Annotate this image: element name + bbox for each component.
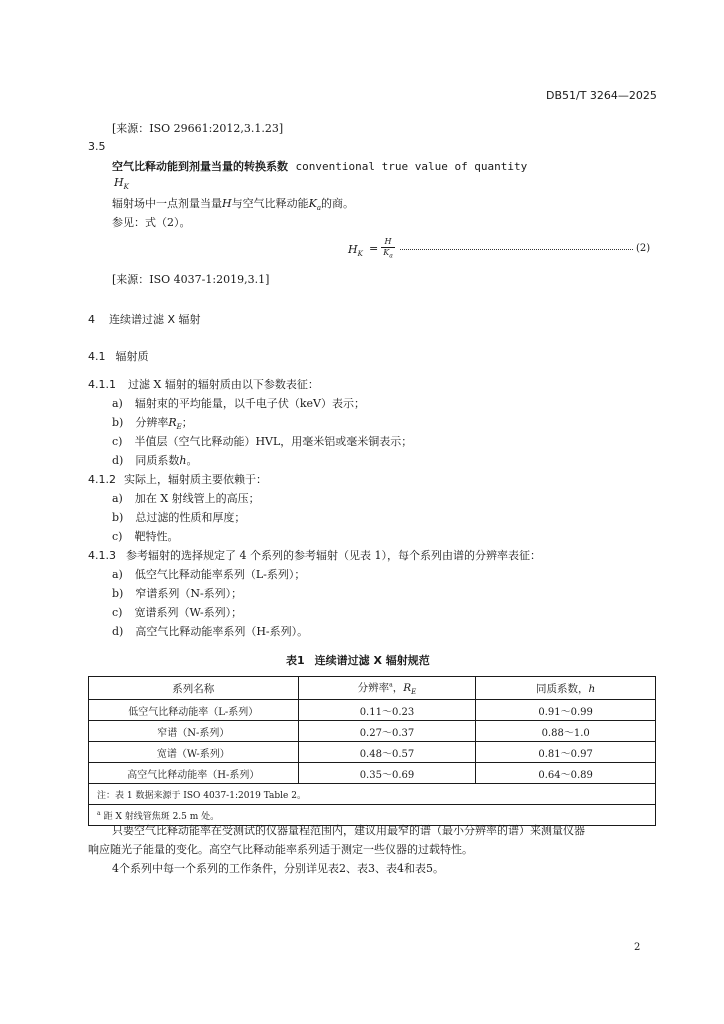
math-symbol-sub: E bbox=[176, 423, 182, 432]
list-item bbox=[112, 452, 197, 468]
section-heading bbox=[88, 311, 201, 327]
list-marker: a) bbox=[112, 568, 123, 581]
table-header-cell bbox=[298, 677, 476, 700]
list-text: 总过滤的性质和厚度； bbox=[135, 511, 246, 524]
formula-fraction bbox=[380, 237, 396, 262]
header-label: 同质系数， bbox=[536, 682, 589, 695]
table-caption-title: 连续谱过滤 X 辐射规范 bbox=[314, 654, 430, 667]
list-marker: d) bbox=[112, 625, 124, 638]
list-text: 辐射束的平均能量，以千电子伏（keV）表示； bbox=[134, 397, 365, 410]
definition-symbol: K bbox=[308, 197, 317, 210]
list-text: 半值层（空气比释动能）HVL，用毫米铝或毫米铜表示； bbox=[134, 435, 413, 448]
source-citation: [来源：ISO 4037-1:2019,3.1] bbox=[112, 273, 270, 286]
table-cell: 0.48～0.57 bbox=[298, 742, 476, 763]
term-symbol bbox=[114, 176, 129, 191]
term-title-en: conventional true value of quantity bbox=[295, 160, 528, 173]
list-item bbox=[112, 604, 242, 620]
table-cell: 0.88～1.0 bbox=[476, 721, 656, 742]
definition-text: 与空气比释动能 bbox=[231, 197, 309, 210]
table-header-row bbox=[89, 677, 656, 700]
subsection-number: 4.1 bbox=[88, 350, 106, 363]
list-text: 宽谱系列（W-系列）； bbox=[134, 606, 243, 619]
section-number: 3.5 bbox=[88, 140, 106, 153]
table-note: 注：表 1 数据来源于 ISO 4037-1:2019 Table 2。 bbox=[89, 784, 656, 805]
table-cell: 低空气比释动能率（L-系列） bbox=[89, 700, 299, 721]
list-item bbox=[112, 528, 178, 544]
list-item bbox=[112, 566, 305, 582]
term-title-cn: 空气比释动能到剂量当量的转换系数 bbox=[112, 160, 288, 173]
table-cell: 高空气比释动能率（H-系列） bbox=[89, 763, 299, 784]
subsection-heading bbox=[88, 348, 149, 364]
table-cell: 0.35～0.69 bbox=[298, 763, 476, 784]
list-marker: c) bbox=[112, 530, 123, 543]
header-math: h bbox=[588, 682, 596, 695]
list-text: 窄谱系列（N-系列）； bbox=[135, 587, 243, 600]
list-text-tail: 。 bbox=[186, 454, 198, 467]
clause-intro: 实际上，辐射质主要依赖于： bbox=[124, 473, 267, 486]
clause-intro: 过滤 X 辐射的辐射质由以下参数表征： bbox=[128, 378, 319, 391]
list-text-tail: ； bbox=[181, 416, 193, 429]
see-reference: 参见：式（2）。 bbox=[112, 216, 191, 229]
list-marker: b) bbox=[112, 416, 124, 429]
paragraph: 响应随光子能量的变化。高空气比释动能率系列适于测定一些仪器的过载特性。 bbox=[88, 843, 473, 856]
formula-lhs-sub: K bbox=[357, 250, 363, 259]
list-item bbox=[112, 490, 260, 506]
list-text: 加在 X 射线管上的高压； bbox=[134, 492, 260, 505]
footnote-mark: a bbox=[97, 809, 101, 817]
table-caption-number: 表1 bbox=[286, 654, 305, 667]
clause-number: 4.1.1 bbox=[88, 378, 116, 391]
paragraph: 只要空气比释动能率在受测试的仪器量程范围内，建议用最窄的谱（最小分辨率的谱）来测量仪器 bbox=[112, 824, 585, 837]
math-symbol: h bbox=[179, 454, 187, 467]
footnote-text: 距 X 射线管焦斑 2.5 m 处。 bbox=[103, 811, 220, 822]
document-code: DB51/T 3264—2025 bbox=[546, 89, 657, 102]
section-number: 4 bbox=[88, 313, 95, 326]
table-row bbox=[89, 763, 656, 784]
clause-number: 4.1.3 bbox=[88, 549, 116, 562]
table-row bbox=[89, 721, 656, 742]
header-math-sub: E bbox=[411, 688, 417, 697]
list-item bbox=[112, 623, 308, 639]
table-cell: 0.81～0.97 bbox=[476, 742, 656, 763]
list-marker: b) bbox=[112, 511, 124, 524]
list-marker: d) bbox=[112, 454, 124, 467]
subsection-title: 辐射质 bbox=[115, 350, 149, 363]
clause-number: 4.1.2 bbox=[88, 473, 116, 486]
header-separator: ， bbox=[392, 681, 404, 694]
formula-denominator bbox=[380, 248, 396, 262]
list-marker: b) bbox=[112, 587, 124, 600]
table-row bbox=[89, 742, 656, 763]
term-title bbox=[112, 158, 527, 174]
header-label: 分辨率 bbox=[357, 681, 390, 694]
page-number: 2 bbox=[634, 942, 641, 953]
math-symbol: R bbox=[168, 416, 177, 429]
table-cell: 0.11～0.23 bbox=[298, 700, 476, 721]
symbol-sub: K bbox=[123, 183, 129, 192]
equation-number: (2) bbox=[636, 243, 651, 254]
formula-lhs bbox=[348, 243, 363, 258]
list-text: 分辨率 bbox=[135, 416, 169, 429]
clause-intro: 参考辐射的选择规定了 4 个系列的参考辐射（见表 1），每个系列由谱的分辨率表征： bbox=[126, 549, 541, 562]
header-footnote-mark: a bbox=[389, 681, 393, 689]
list-marker: a) bbox=[112, 492, 123, 505]
formula-lhs-main: H bbox=[348, 243, 358, 256]
list-marker: c) bbox=[112, 606, 123, 619]
denominator-main: K bbox=[383, 248, 390, 257]
list-text: 靶特性。 bbox=[134, 530, 179, 543]
source-citation: [来源：ISO 29661:2012,3.1.23] bbox=[112, 122, 284, 135]
table-header-cell bbox=[476, 677, 656, 700]
table-cell: 宽谱（W-系列） bbox=[89, 742, 299, 763]
list-item bbox=[112, 585, 242, 601]
list-text: 低空气比释动能率系列（L-系列）； bbox=[134, 568, 306, 581]
definition-symbol-sub: a bbox=[316, 204, 321, 213]
clause-4-1-3 bbox=[88, 547, 541, 563]
clause-4-1-1 bbox=[88, 376, 319, 392]
denominator-sub: a bbox=[389, 252, 393, 260]
list-item bbox=[112, 433, 412, 449]
table-caption bbox=[286, 652, 430, 668]
formula-equals: = bbox=[369, 242, 379, 255]
paragraph: 4个系列中每一个系列的工作条件，分别详见表2、表3、表4和表5。 bbox=[112, 862, 444, 875]
definition-symbol: H bbox=[222, 197, 232, 210]
list-marker: c) bbox=[112, 435, 123, 448]
table-cell: 0.91～0.99 bbox=[476, 700, 656, 721]
table-cell: 0.27～0.37 bbox=[298, 721, 476, 742]
list-marker: a) bbox=[112, 397, 123, 410]
table-cell: 0.64～0.89 bbox=[476, 763, 656, 784]
list-text: 高空气比释动能率系列（H-系列）。 bbox=[135, 625, 309, 638]
table-row bbox=[89, 700, 656, 721]
symbol-main: H bbox=[114, 176, 124, 189]
clause-4-1-2 bbox=[88, 471, 267, 487]
table-note-row bbox=[89, 784, 656, 805]
term-definition bbox=[112, 195, 354, 212]
list-text: 同质系数 bbox=[135, 454, 180, 467]
list-item bbox=[112, 509, 245, 525]
section-title: 连续谱过滤 X 辐射 bbox=[109, 313, 201, 326]
definition-text: 的商。 bbox=[321, 197, 354, 210]
spec-table bbox=[88, 676, 656, 826]
list-item bbox=[112, 395, 365, 411]
formula-numerator: H bbox=[384, 237, 392, 246]
table-header-cell: 系列名称 bbox=[89, 677, 299, 700]
table-cell: 窄谱（N-系列） bbox=[89, 721, 299, 742]
formula-leader-dots bbox=[400, 249, 633, 250]
header-math: R bbox=[403, 681, 412, 694]
list-item bbox=[112, 414, 193, 431]
definition-text: 辐射场中一点剂量当量 bbox=[112, 197, 222, 210]
